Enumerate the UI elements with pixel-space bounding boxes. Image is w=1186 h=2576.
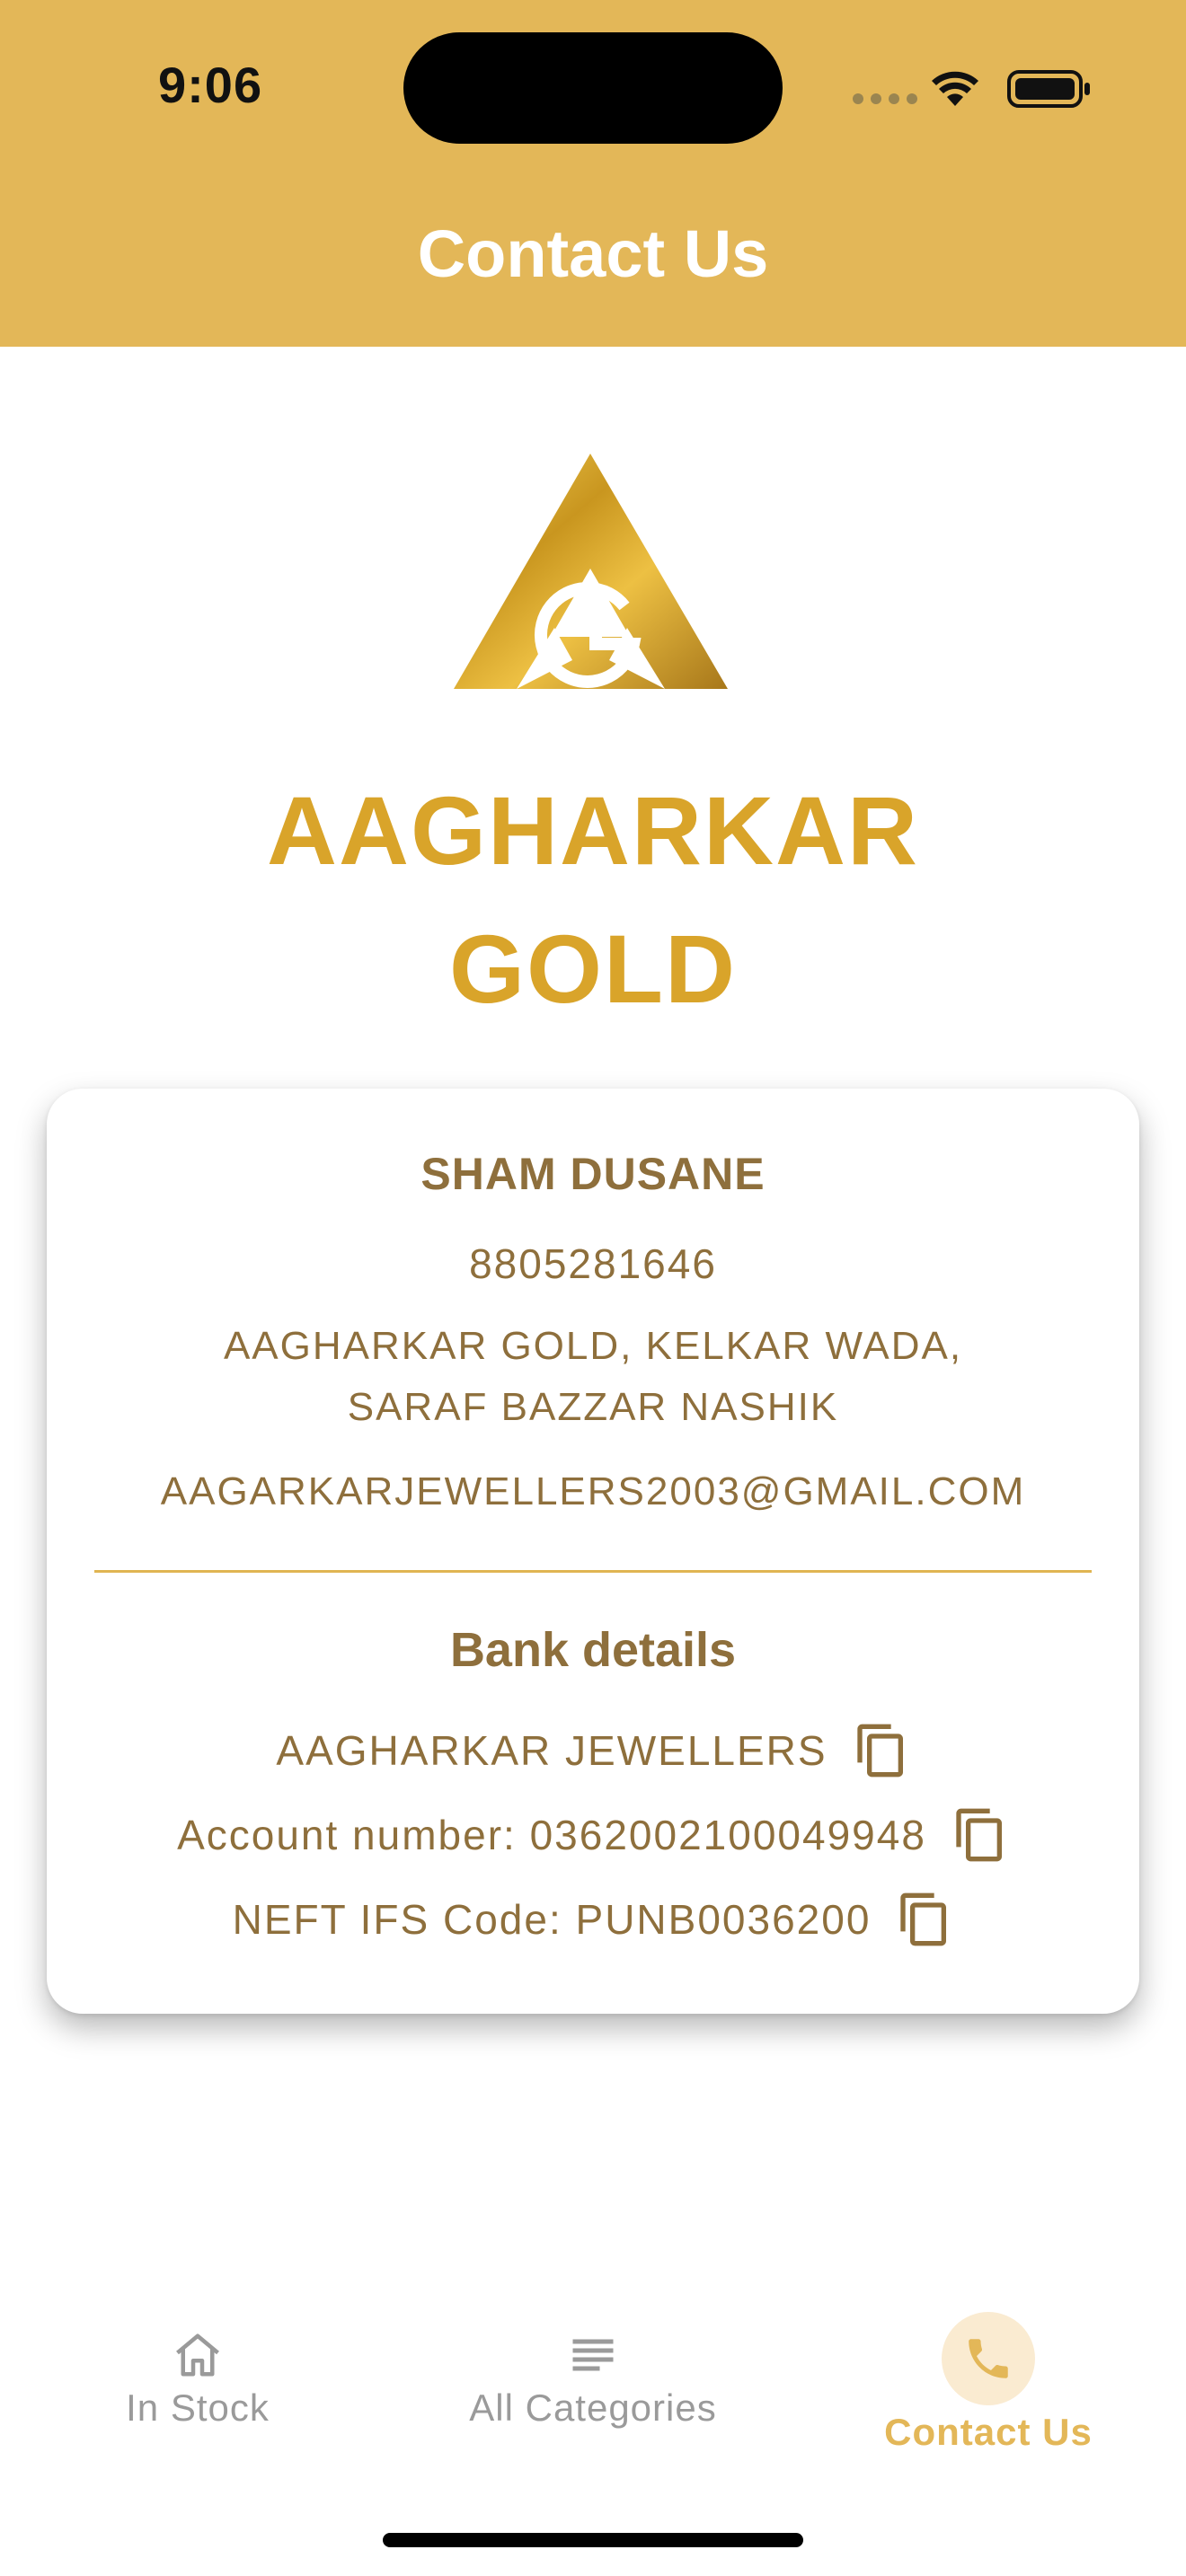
card-divider	[94, 1570, 1092, 1573]
contact-address-line-2: SARAF BAZZAR NASHIK	[347, 1385, 839, 1429]
nav-all-categories[interactable]	[431, 2328, 755, 2430]
copy-icon[interactable]	[853, 1722, 910, 1779]
dynamic-island	[403, 32, 783, 144]
bank-account-name: AAGHARKAR JEWELLERS	[276, 1727, 828, 1774]
contact-email[interactable]: AAGARKARJEWELLERS2003@GMAIL.COM	[160, 1469, 1026, 1513]
bank-ifsc-row	[47, 1888, 1139, 1951]
signal-icon	[853, 93, 917, 104]
status-icons	[849, 59, 1092, 117]
bank-details-heading: Bank details	[449, 1623, 737, 1677]
battery-icon	[1009, 72, 1090, 106]
bank-ifsc: NEFT IFS Code: PUNB0036200	[232, 1896, 872, 1943]
list-icon	[566, 2328, 620, 2382]
brand-name	[0, 762, 1186, 1038]
nav-in-stock-label: In Stock	[126, 2386, 270, 2429]
contact-phone[interactable]: 8805281646	[469, 1240, 717, 1287]
brand-line-1: AAGHARKAR	[267, 776, 919, 885]
app-header	[0, 0, 1186, 347]
nav-in-stock[interactable]	[90, 2328, 305, 2430]
bank-account-number-row	[47, 1804, 1139, 1866]
phone-icon	[962, 2333, 1014, 2385]
contact-address-line-1: AAGHARKAR GOLD, KELKAR WADA,	[223, 1324, 963, 1368]
page-title: Contact Us	[417, 216, 769, 291]
copy-icon[interactable]	[951, 1806, 1009, 1864]
contact-card	[47, 1089, 1139, 2014]
nav-active-indicator	[942, 2312, 1035, 2405]
nav-contact-us-label: Contact Us	[884, 2411, 1093, 2453]
contact-name: SHAM DUSANE	[420, 1149, 766, 1199]
home-icon	[171, 2328, 225, 2382]
nav-contact-us[interactable]	[863, 2312, 1114, 2454]
bank-account-number: Account number: 0362002100049948	[177, 1812, 926, 1858]
copy-icon[interactable]	[896, 1891, 953, 1948]
home-indicator[interactable]	[383, 2533, 803, 2547]
wifi-icon	[932, 72, 978, 106]
nav-all-categories-label: All Categories	[469, 2386, 717, 2429]
aagharkar-logo	[454, 454, 728, 692]
brand-line-2: GOLD	[449, 914, 737, 1023]
status-time: 9:06	[158, 57, 263, 113]
bank-account-name-row	[47, 1719, 1139, 1782]
